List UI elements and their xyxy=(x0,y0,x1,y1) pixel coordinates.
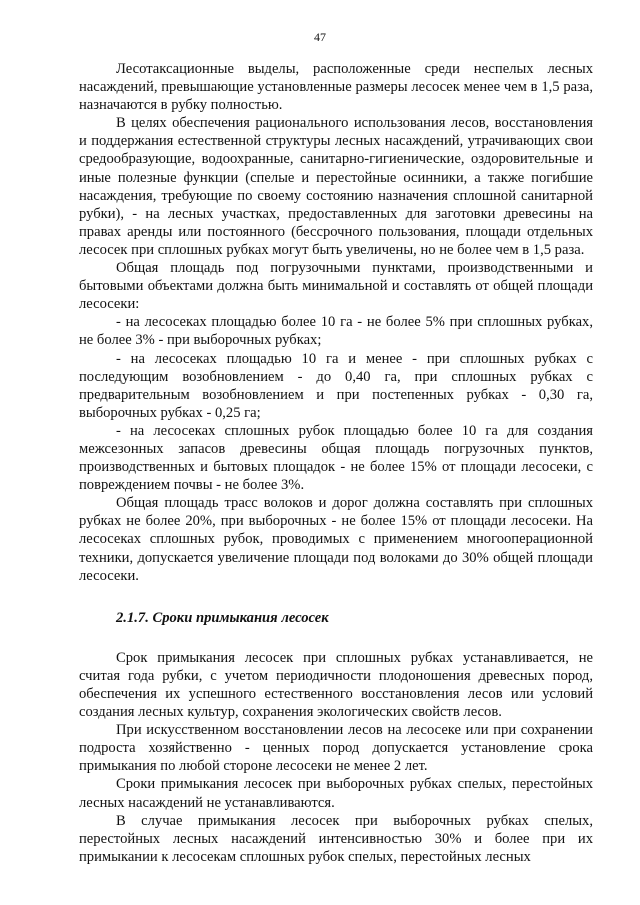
paragraph-3: Общая площадь под погрузочными пунктами, производственными и бытовыми объектами должна быть минимальной и составлять от общей площади лесосеки: xyxy=(79,260,593,313)
list-item-3: - на лесосеках сплошных рубок площадью более 10 га для создания межсезонных запасов древесины общая площадь погрузочных пунктов, производственных и бытовых площадок - не более 15% от площади лесосеки, с повреждением почвы - не более 3%. xyxy=(79,422,593,494)
paragraph-1: Лесотаксационные выделы, расположенные среди неспелых лесных насаждений, превышающие установленные размеры лесосек менее чем в 1,5 раза, назначаются в рубку полностью. xyxy=(79,61,593,114)
list-item-1: - на лесосеках площадью более 10 га - не более 5% при сплошных рубках, не более 3% - при выборочных рубках; xyxy=(79,314,593,349)
paragraph-2: В целях обеспечения рационального использования лесов, восстановления и поддержания естественной структуры лесных насаждений, утрачивающих свои средообразующие, водоохранные, санитарно-гигиенические, оздоровительные и иные полезные функции (спелые и перестойные осинники, а также погибшие насаждения, требующие по своему состоянию назначения сплошной санитарной рубки), - на лесных участках, предоставленных для заготовки древесины на правах аренды или постоянного (бессрочного пользования, площади отдельных лесосек при сплошных рубках могут быть увеличены, но не более чем в 1,5 раза. xyxy=(79,115,593,258)
paragraph-8: В случае примыкания лесосек при выборочных рубках спелых, перестойных лесных насаждений интенсивностью 30% и более при их примыкании к лесосекам сплошных рубок спелых, перестойных лесных xyxy=(79,812,593,865)
list-item-2: - на лесосеках площадью 10 га и менее - при сплошных рубках с последующим возобновлением - до 0,40 га, при сплошных рубках с предварительным возобновлением и при постепенных рубках - 0,30 га, выборочных рубках - 0,25 га; xyxy=(79,350,593,421)
page-number: 47 xyxy=(314,30,326,44)
paragraph-6: При искусственном восстановлении лесов на лесосеке или при сохранении подроста хозяйственно - ценных пород допускается установление срока примыкания по любой стороне лесосеки не менее 2 лет. xyxy=(79,722,593,775)
paragraph-5: Срок примыкания лесосек при сплошных рубках устанавливается, не считая года рубки, с учетом периодичности плодоношения древесных пород, обеспечения их успешного естественного восстановления лесов или условий создания лесных культур, сохранения экологических свойств лесов. xyxy=(79,649,593,721)
paragraph-7: Сроки примыкания лесосек при выборочных рубках спелых, перестойных лесных насаждений не устанавливаются. xyxy=(79,776,593,811)
section-heading: 2.1.7. Сроки примыкания лесосек xyxy=(116,609,329,626)
document-body xyxy=(79,60,593,866)
paragraph-4: Общая площадь трасс волоков и дорог должна составлять при сплошных рубках не более 20%, при выборочных - не более 15% от площади лесосеки. На лесосеках сплошных рубок, проводимых с применением многооперационной техники, допускается увеличение площади под волоками до 30% общей площади лесосеки. xyxy=(79,495,593,584)
